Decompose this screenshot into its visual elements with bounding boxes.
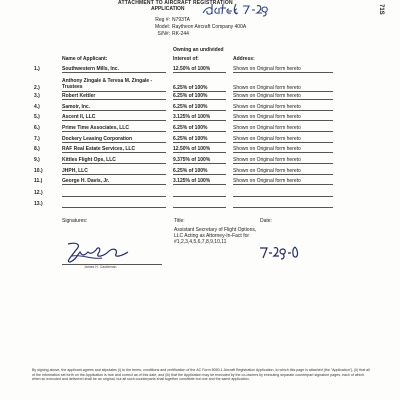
address-underline xyxy=(233,91,333,92)
signer-title: Assistant Secretary of Flight Options, LLC Acting as Attorney-In-Fact for #1,2,3,4,5,6,7,8,9,10,11 xyxy=(174,227,257,245)
applicant-row xyxy=(0,125,400,135)
address-value: Shown on Original form hereto xyxy=(233,66,301,72)
interest-value: 12.50% of 100% xyxy=(173,146,211,152)
name-underline xyxy=(62,72,166,73)
applicant-name: Prime Time Associates, LLC xyxy=(62,125,129,131)
title-label: Title: xyxy=(174,218,185,224)
applicant-name: JHPH, LLC xyxy=(62,168,88,174)
name-underline xyxy=(62,174,166,175)
interest-underline xyxy=(173,174,226,175)
applicant-name: Dockery Leasing Corporation xyxy=(62,136,133,142)
interest-underline xyxy=(173,91,226,92)
interest-value: 6.25% of 100% xyxy=(173,125,208,131)
row-number: 8.) xyxy=(34,146,40,152)
interest-value: 6.25% of 100% xyxy=(173,104,208,110)
applicant-name: Southwestern Mills, Inc. xyxy=(62,66,119,72)
applicant-row xyxy=(0,66,400,76)
address-underline xyxy=(233,174,333,175)
applicant-name: George H. Davis, Jr. xyxy=(62,178,110,184)
reg-number: Reg #: N793TA xyxy=(155,17,190,23)
address-underline xyxy=(233,142,333,143)
handwritten-dated-annotation xyxy=(201,0,271,17)
footer-disclaimer: By signing above, the applicant agrees and stipulates (i) to the terms, conditions and certification of the AC Form 8050-1 Aircraft Registration Application, to which this page is attached (the "Application"), (ii) that all of the information set forth on the Application is true and correct as of this date, and (iii) that the Application may be executed by the co-owners by executing separate counterpart signature pages, each of which when so executed and delivered shall be an original, but all such counterparts shall together constitute but one and the same application. xyxy=(32,368,370,382)
applicant-row xyxy=(0,190,400,200)
header-title: ATTACHMENT TO AIRCRAFT REGISTRATION xyxy=(118,0,233,6)
signer-caption: James H. Castleman xyxy=(84,265,117,269)
interest-value: 6.25% of 100% xyxy=(173,85,208,91)
model: Model: Raytheon Aircraft Company 400A xyxy=(154,24,247,30)
row-number: 1.) xyxy=(34,66,40,72)
name-underline xyxy=(62,131,166,132)
applicant-name: Samoir, Inc. xyxy=(62,104,91,110)
side-mark: 71S xyxy=(378,4,384,15)
address-underline xyxy=(233,131,333,132)
applicant-name: Robert Kettler xyxy=(62,93,96,99)
row-number: 4.) xyxy=(34,104,40,110)
address-value: Shown on Original form hereto xyxy=(233,104,301,110)
name-underline xyxy=(62,110,166,111)
applicant-name: Ascent II, LLC xyxy=(62,114,96,120)
interest-underline xyxy=(173,110,226,111)
name-column-heading: Name of Applicant: xyxy=(62,56,108,62)
address-underline xyxy=(233,207,333,208)
applicant-name: RAF Real Estate Services, LLC xyxy=(62,146,136,152)
interest-value: 6.25% of 100% xyxy=(173,136,208,142)
serial-number: S/N#: RK-244 xyxy=(157,31,189,37)
interest-underline xyxy=(173,184,226,185)
address-value: Shown on Original form hereto xyxy=(233,178,301,184)
interest-underline xyxy=(173,196,226,197)
row-number: 5.) xyxy=(34,114,40,120)
name-underline xyxy=(62,152,166,153)
applicant-name: Kittles Flight Ops, LLC xyxy=(62,157,116,163)
address-value: Shown on Original form hereto xyxy=(233,125,301,131)
applicant-row xyxy=(0,168,400,178)
interest-value: 12.50% of 100% xyxy=(173,66,211,72)
applicant-name: Anthony Zingale & Teresa M. Zingale - Trustees xyxy=(62,78,153,90)
applicant-row xyxy=(0,146,400,156)
applicant-row xyxy=(0,78,400,91)
row-number: 6.) xyxy=(34,125,40,131)
applicant-row xyxy=(0,136,400,146)
interest-heading-top: Owning an undivided xyxy=(173,47,224,53)
interest-underline xyxy=(173,152,226,153)
handwritten-signature xyxy=(62,240,132,266)
address-value: Shown on Original form hereto xyxy=(233,136,301,142)
applicant-row xyxy=(0,93,400,103)
date-label: Date: xyxy=(260,218,272,224)
row-number: 3.) xyxy=(34,93,40,99)
interest-column-heading: Interest of: xyxy=(173,56,199,62)
name-underline xyxy=(62,120,166,121)
address-underline xyxy=(233,196,333,197)
interest-value: 6.25% of 100% xyxy=(173,168,208,174)
interest-underline xyxy=(173,142,226,143)
address-value: Shown on Original form hereto xyxy=(233,85,301,91)
address-underline xyxy=(233,163,333,164)
applicant-row xyxy=(0,104,400,114)
applicant-row xyxy=(0,114,400,124)
address-underline xyxy=(233,99,333,100)
address-value: Shown on Original form hereto xyxy=(233,114,301,120)
handwritten-signature-date xyxy=(258,244,300,260)
interest-underline xyxy=(173,207,226,208)
interest-value: 6.25% of 100% xyxy=(173,93,208,99)
address-underline xyxy=(233,152,333,153)
row-number: 7.) xyxy=(34,136,40,142)
name-underline xyxy=(62,196,166,197)
header-subtitle: APPLICATION xyxy=(151,6,185,12)
interest-value: 3.125% of 100% xyxy=(173,114,211,120)
row-number: 2.) xyxy=(34,85,40,91)
interest-value: 3.125% of 100% xyxy=(173,178,211,184)
interest-underline xyxy=(173,131,226,132)
row-number: 10.) xyxy=(34,168,43,174)
interest-value: 9.375% of 100% xyxy=(173,157,211,163)
row-number: 11.) xyxy=(34,178,43,184)
address-underline xyxy=(233,110,333,111)
interest-underline xyxy=(173,120,226,121)
address-value: Shown on Original form hereto xyxy=(233,146,301,152)
name-underline xyxy=(62,99,166,100)
interest-underline xyxy=(173,99,226,100)
address-underline xyxy=(233,120,333,121)
name-underline xyxy=(62,184,166,185)
row-number: 9.) xyxy=(34,157,40,163)
address-value: Shown on Original form hereto xyxy=(233,168,301,174)
address-underline xyxy=(233,184,333,185)
address-value: Shown on Original form hereto xyxy=(233,93,301,99)
signatures-label: Signatures: xyxy=(62,218,88,224)
address-underline xyxy=(233,72,333,73)
interest-underline xyxy=(173,72,226,73)
applicant-row xyxy=(0,201,400,211)
applicant-row xyxy=(0,178,400,188)
interest-underline xyxy=(173,163,226,164)
name-underline xyxy=(62,91,166,92)
address-value: Shown on Original form hereto xyxy=(233,157,301,163)
name-underline xyxy=(62,142,166,143)
row-number: 13.) xyxy=(34,201,43,207)
row-number: 12.) xyxy=(34,190,43,196)
name-underline xyxy=(62,207,166,208)
name-underline xyxy=(62,163,166,164)
applicant-row xyxy=(0,157,400,167)
address-column-heading: Address: xyxy=(233,56,255,62)
